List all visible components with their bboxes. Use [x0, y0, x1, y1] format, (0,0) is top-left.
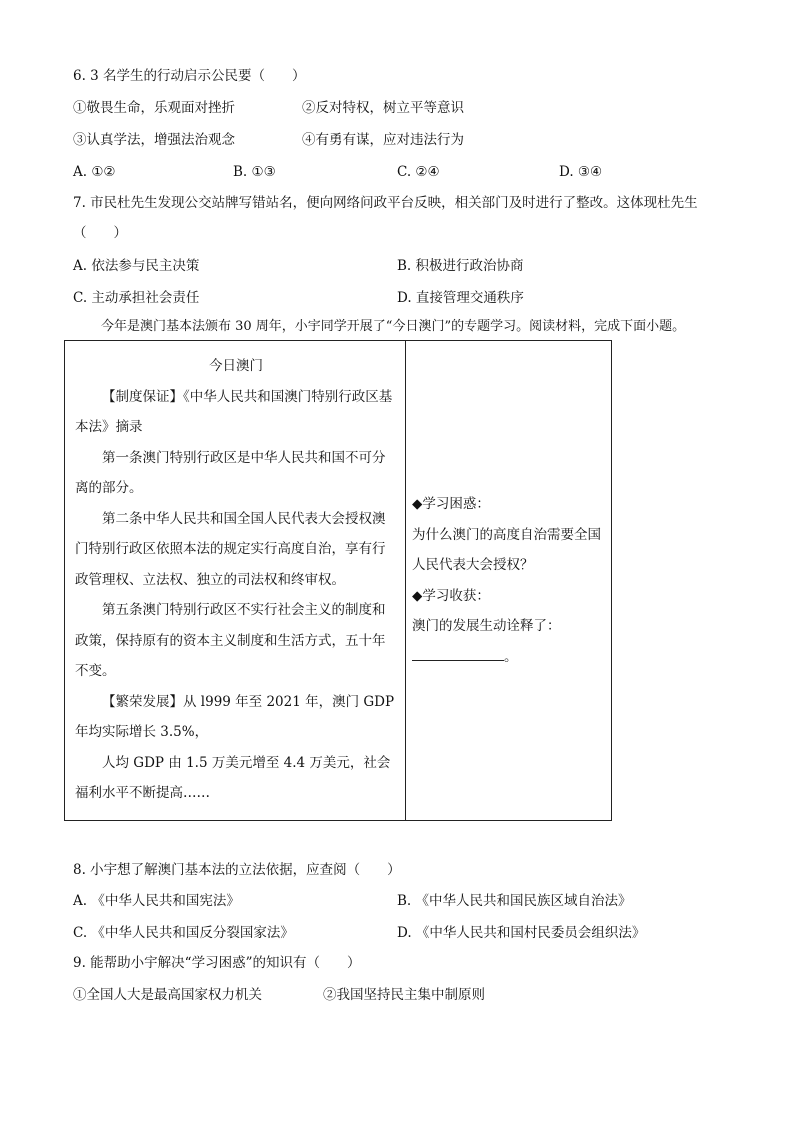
table-left-cell — [75, 351, 397, 809]
q6-item-1: ①敬畏生命，乐观面对挫折 — [73, 100, 235, 116]
table-title: 今日澳门 — [209, 358, 263, 374]
q8-stem: 8. 小宇想了解澳门基本法的立法依据，应查阅（ ） — [73, 862, 401, 878]
table-right-cell — [412, 489, 608, 672]
learning-gain-heading: ◆学习收获： — [412, 587, 490, 604]
q6-item-3: ③认真学法，增强法治观念 — [73, 132, 235, 148]
q6-option-c: C. ②④ — [397, 164, 440, 180]
material-intro: 今年是澳门基本法颁布 30 周年，小宇同学开展了“今日澳门”的专题学习。阅读材料，完成下面小题。 — [101, 319, 686, 334]
q7-stem: 7. 市民杜先生发现公交站牌写错站名，便向网络问政平台反映，相关部门及时进行了整改。这体现杜先生 — [73, 195, 698, 211]
q9-item-2: ②我国坚持民主集中制原则 — [323, 987, 485, 1003]
q7-option-b: B. 积极进行政治协商 — [397, 258, 524, 274]
learning-gain-text: 澳门的发展生动诠释了： — [412, 618, 561, 634]
system-guarantee-heading: 【制度保证】《中华人民共和国澳门特别行政区基本法》摘录 — [75, 388, 393, 435]
learning-confusion-text: 为什么澳门的高度自治需要全国人民代表大会授权？ — [412, 526, 601, 573]
q6-option-d: D. ③④ — [559, 164, 603, 180]
prosperity-paragraph: 【繁荣发展】从 l999 年至 2021 年，澳门 GDP 年均实际增长 3.5%， — [75, 693, 395, 740]
gdp-per-capita-paragraph: 人均 GDP 由 1.5 万美元增至 4.4 万美元，社会福利水平不断提高…… — [75, 754, 391, 801]
answer-line — [412, 642, 608, 673]
q6-item-2: ②反对特权，树立平等意识 — [302, 100, 464, 116]
article-2: 第二条中华人民共和国全国人民代表大会授权澳门特别行政区依照本法的规定实行高度自治，享有行政管理权、立法权、独立的司法权和终审权。 — [75, 510, 386, 588]
learning-confusion-heading: ◆学习困惑： — [412, 496, 490, 512]
q6-item-4: ④有勇有谋，应对违法行为 — [302, 132, 464, 148]
q6-option-a: A. ①② — [73, 164, 116, 180]
q8-option-d: D. 《中华人民共和国村民委员会组织法》 — [397, 925, 646, 941]
answer-period: 。 — [504, 648, 518, 665]
article-5: 第五条澳门特别行政区不实行社会主义的制度和政策，保持原有的资本主义制度和生活方式，五十年不变。 — [75, 602, 386, 679]
q8-option-c: C. 《中华人民共和国反分裂国家法》 — [73, 925, 294, 941]
q7-option-c: C. 主动承担社会责任 — [73, 290, 200, 306]
q7-option-d: D. 直接管理交通秩序 — [397, 290, 524, 306]
q6-option-b: B. ①③ — [233, 164, 276, 180]
q9-item-1: ①全国人大是最高国家权力机关 — [73, 987, 262, 1003]
q8-option-a: A. 《中华人民共和国宪法》 — [73, 893, 240, 909]
q9-stem: 9. 能帮助小宇解决“学习困惑”的知识有（ ） — [73, 955, 361, 971]
q6-stem: 6. 3 名学生的行动启示公民要（ ） — [73, 68, 306, 84]
material-table — [64, 340, 612, 821]
table-divider — [405, 341, 406, 820]
article-1: 第一条澳门特别行政区是中华人民共和国不可分离的部分。 — [75, 449, 386, 496]
q7-stem-paren: （ ） — [73, 225, 127, 241]
q7-option-a: A. 依法参与民主决策 — [73, 258, 200, 274]
answer-blank[interactable] — [412, 644, 504, 661]
q8-option-b: B. 《中华人民共和国民族区域自治法》 — [397, 893, 632, 909]
